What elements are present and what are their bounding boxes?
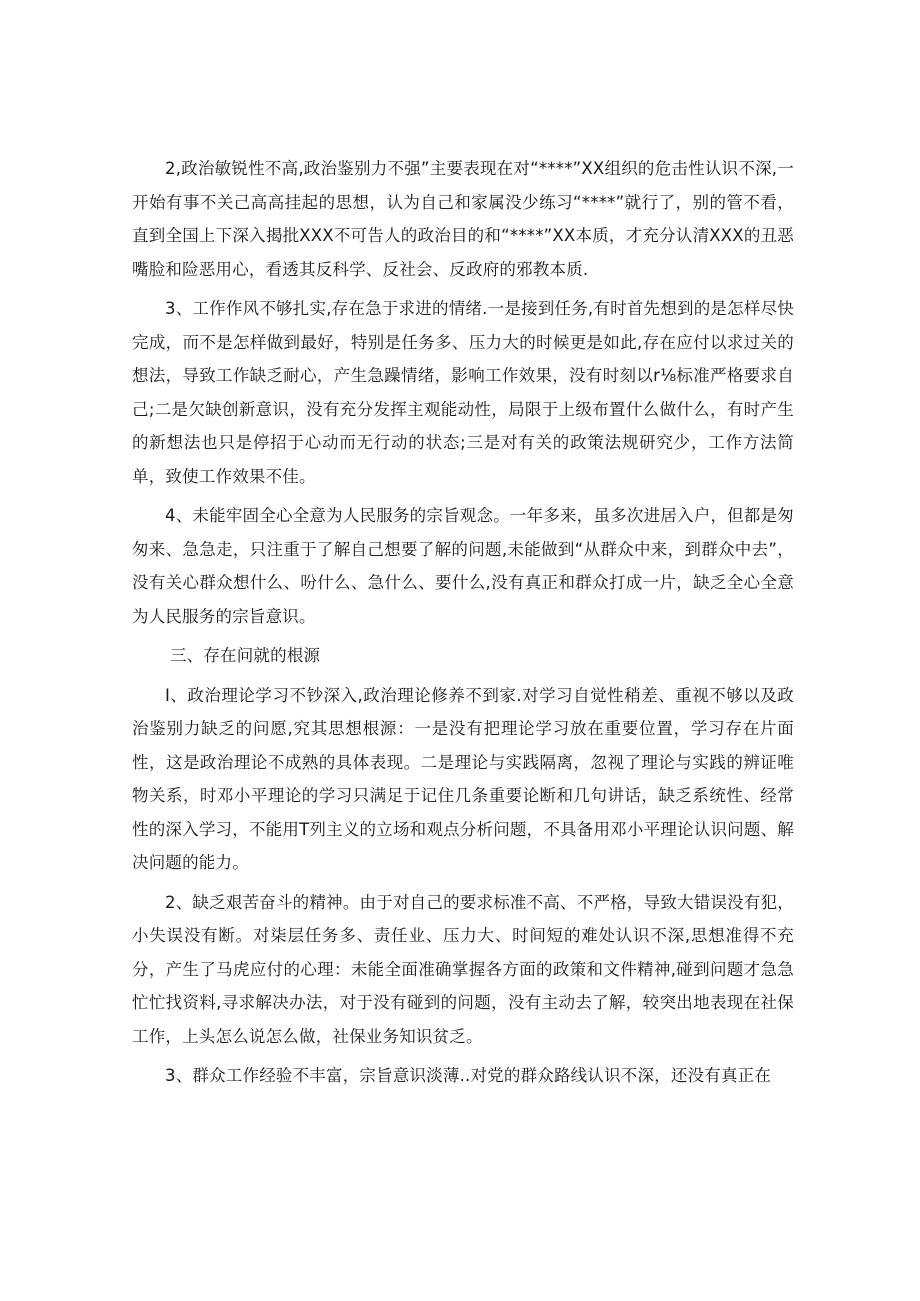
paragraph-serve-people: 4、未能牢固全心全意为人民服务的宗旨观念。一年多来，虽多次进居入户，但都是匆匆来、急急走，只注重于了解自己想要了解的问题,未能做到“从群众中来，到群众中去”，没有关心群众想什么、吩什么、急什么、要什么,没有真正和群众打成一片，缺乏全心全意为人民服务的宗旨意识。: [132, 506, 794, 626]
paragraph-work-style: 3、工作作风不够扎实,存在急于求进的情绪.一是接到任务,有时首先想到的是怎样尽快完成，而不是怎样做到最好，特别是任务多、压力大的时候更是如此,存在应付以求过关的想法，导致工作缺乏耐心，产生急躁情绪，影响工作效果，没有时刻以r⅛标准严格要求自己;二是欠缺创新意识，没有充分发挥主观能动性，局限于上级布置什么做什么，有时产生的新想法也只是停招于心动而无行动的状态;三是对有关的政策法规研究少，工作方法简单，致使工作效果不佳。: [132, 299, 794, 486]
paragraph-mass-work-experience: 3、群众工作经验不丰富，宗旨意识淡薄..对党的群众路线认识不深，还没有真正在: [165, 1066, 772, 1085]
paragraph-political-sensitivity: 2,政治敏锐性不高,政治鉴别力不强”主要表现在对“****”XX组织的危击性认识不深,一开始有事不关己高高挂起的思想，认为自己和家属没少练习“****”就行了，别的管不看，直到全国上下深入揭批XXX不可告人的政治目的和“****”XX本质，才充分认清XXX的丑恶嘴脸和险恶用心，看透其反科学、反社会、反政府的邪教本质.: [132, 159, 794, 279]
section-heading-root-causes: 三、存在问就的根源: [169, 646, 321, 665]
document-body: [132, 152, 794, 1093]
paragraph-theory-study: I、政治理论学习不钞深入,政治理论修养不到家.对学习自觉性稍差、重视不够以及政治鉴别力缺乏的问愿,究其思想根源：一是没有把理论学习放在重要位置，学习存在片面性，这是政治理论不成熟的具体表现。二是理论与实践隔离，忽视了理论与实践的辨证唯物关系，时邓小平理论的学习只满足于记住几条重要论断和几句讲话，缺乏系统性、经常性的深入学习，不能用T列主义的立场和观点分析问题，不具备用邓小平理论认识问题、解决问题的能力。: [132, 685, 794, 872]
paragraph-hard-work-spirit: 2、缺乏艰苦奋斗的精神。由于对自己的要求标准不高、不严格，导致大错误没有犯，小失误没有断。对柒层任务多、责任业、压力大、时间短的难处认识不深,思想准得不充分，产生了马虎应付的心理：未能全面准确掌握各方面的政策和文件精神,碰到问题才急急忙忙找资料,寻求解决办法，对于没有碰到的问题，没有主动去了解，较突出地表现在社保工作，上头怎么说怎么做，社保业务知识贫乏。: [132, 892, 794, 1046]
